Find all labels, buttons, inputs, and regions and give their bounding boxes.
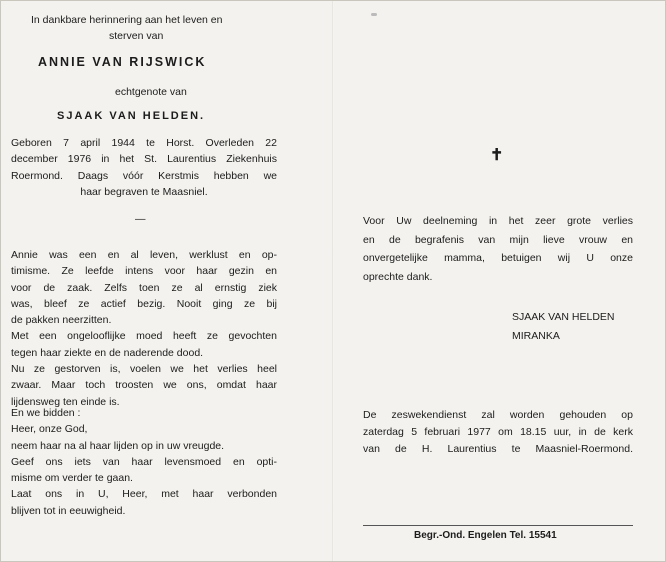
thanks-line: oprechte dank. xyxy=(363,270,433,283)
card-fold xyxy=(332,1,334,561)
paper-mark xyxy=(371,13,377,16)
thanks-line: en de begrafenis van mijn lieve vrouw en xyxy=(363,233,633,246)
tribute-line: Annie was een en al leven, werklust en op- xyxy=(11,249,277,261)
prayer-line: Laat ons in U, Heer, met haar verbonden xyxy=(11,488,277,501)
tribute-line: Met een ongelooflijke moed heeft ze gevochten xyxy=(11,330,277,343)
deceased-name: ANNIE VAN RIJSWICK xyxy=(38,55,207,69)
prayer-line: neem haar na al haar lijden op in uw vreugde. xyxy=(11,439,225,452)
tribute-line: de pakken neerzitten. xyxy=(11,314,112,327)
service-line: zaterdag 5 februari 1977 om 18.15 uur, in de kerk xyxy=(363,426,633,438)
service-paragraph xyxy=(363,407,633,458)
intro-line-1: In dankbare herinnering aan het leven en xyxy=(31,14,223,26)
tribute-line: Nu ze gestorven is, voelen we het verlies heel xyxy=(11,363,277,376)
prayer-line: misme om verder te gaan. xyxy=(11,472,133,485)
tribute-line: zwaar. Maar toch troosten we ons, omdat haar xyxy=(11,379,277,392)
thanks-paragraph xyxy=(363,212,633,286)
bio-line: december 1976 in het St. Laurentius Ziekenhuis xyxy=(11,153,277,166)
signature-daughter: MIRANKA xyxy=(512,330,560,342)
spouse-intro: echtgenote van xyxy=(115,86,187,98)
prayer-line: Geef ons iets van haar levensmoed en opti- xyxy=(11,455,277,468)
undertaker-footer: Begr.-Ond. Engelen Tel. 15541 xyxy=(414,530,557,541)
tribute-line: was, bleef ze actief bezig. Nooit ging ze bij xyxy=(11,297,277,310)
cross-icon: ✝ xyxy=(490,147,504,164)
tribute-line: lijdensweg ten einde is. xyxy=(11,395,120,408)
prayer-line: Heer, onze God, xyxy=(11,423,88,436)
service-line: van de H. Laurentius te Maasniel-Roermond. xyxy=(363,443,633,455)
prayer-line: En we bidden : xyxy=(11,407,81,419)
bio-paragraph xyxy=(11,135,277,200)
intro-line-2: sterven van xyxy=(109,30,164,42)
tribute-paragraph xyxy=(11,247,277,410)
bio-line: haar begraven te Maasniel. xyxy=(80,185,208,198)
bio-line: Geboren 7 april 1944 te Horst. Overleden 22 xyxy=(11,137,277,149)
service-line: De zeswekendienst zal worden gehouden op xyxy=(363,409,633,421)
tribute-line: tegen haar ziekte en de naderende dood. xyxy=(11,346,204,359)
spouse-name: SJAAK VAN HELDEN. xyxy=(57,110,206,122)
thanks-line: Voor Uw deelneming in het zeer grote verlies xyxy=(363,215,633,227)
tribute-line: voor de zaak. Zelfs toen ze al ernstig ziek xyxy=(11,281,277,294)
section-dash: — xyxy=(135,213,146,225)
prayer-line: blijven tot in eeuwigheid. xyxy=(11,504,126,517)
footer-divider xyxy=(363,525,633,526)
signature-father: SJAAK VAN HELDEN xyxy=(512,311,615,323)
bio-line: Roermond. Daags vóór Kerstmis hebben we xyxy=(11,169,277,182)
prayer-paragraph xyxy=(11,405,277,519)
thanks-line: onvergetelijke mamma, betuigen wij U onze xyxy=(363,252,633,264)
tribute-line: timisme. Ze leefde intens voor haar gezin en xyxy=(11,265,277,278)
